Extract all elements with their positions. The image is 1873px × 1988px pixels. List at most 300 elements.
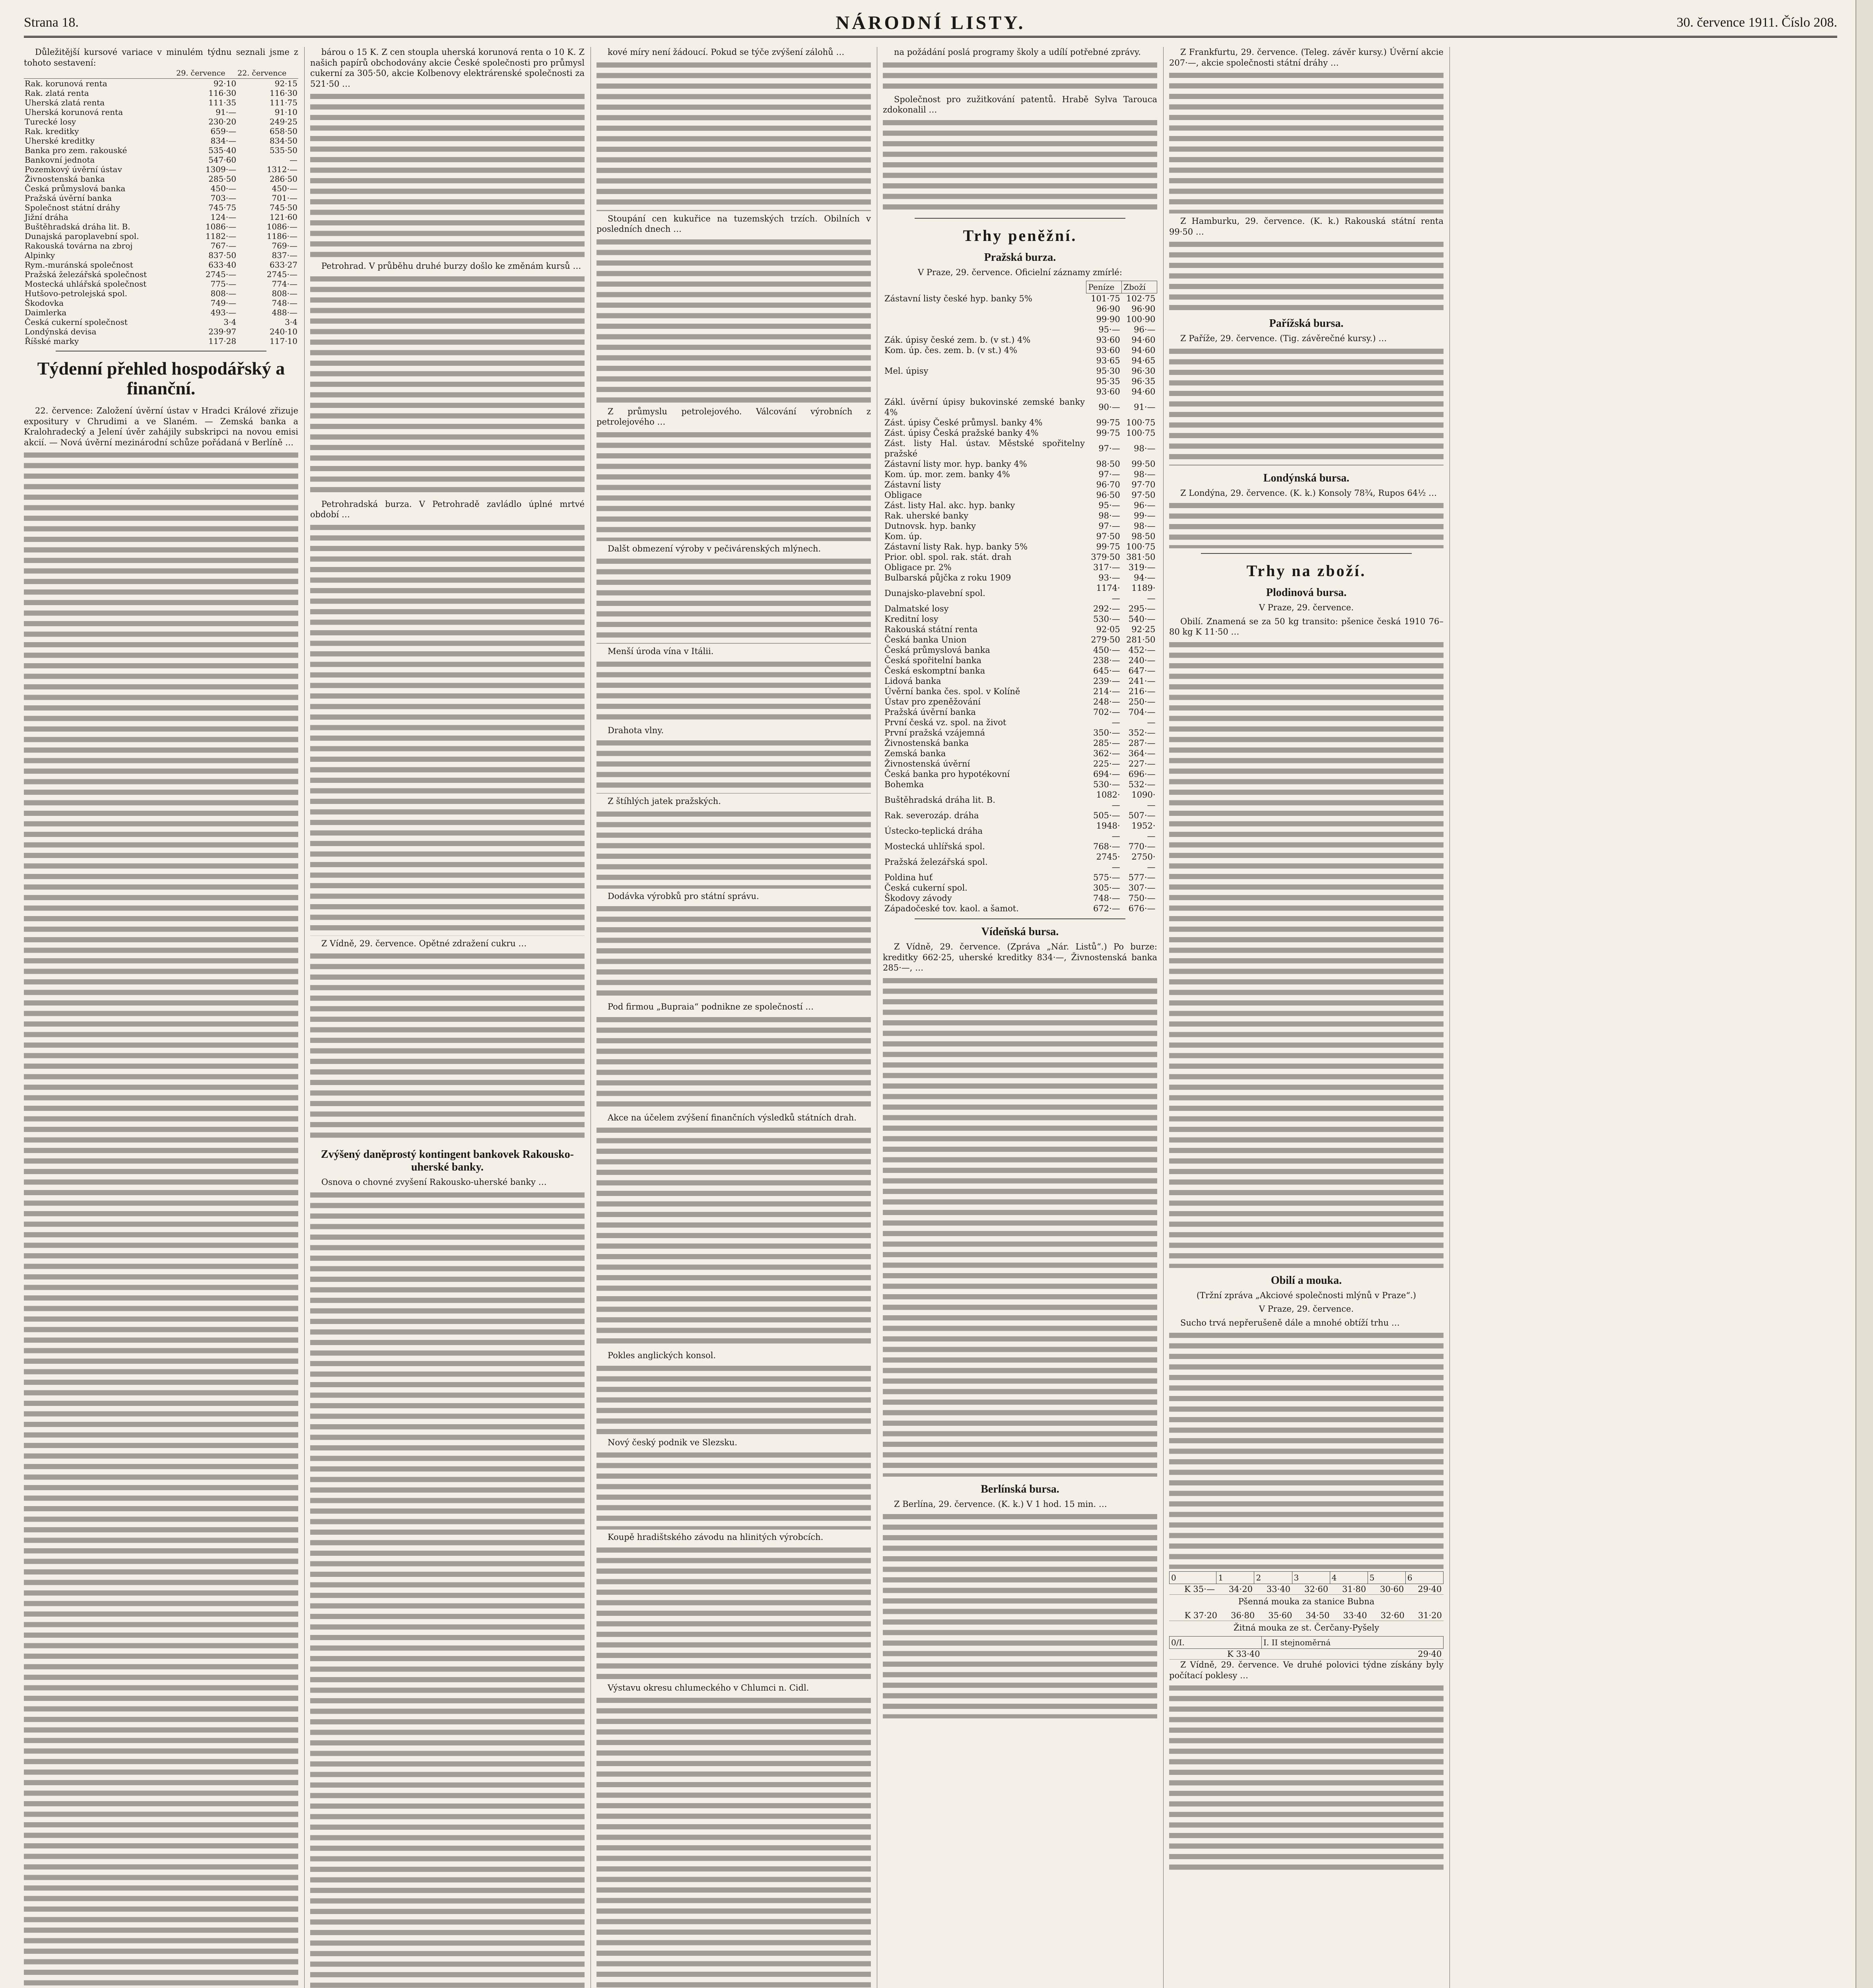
table-row: [24, 250, 298, 260]
goods-value: 241·—: [1128, 676, 1156, 686]
table-row: [24, 260, 298, 270]
paragraph: Koupě hradištského závodu na hlinitých výrobcích.: [608, 1532, 824, 1542]
security-name: Uherské kreditky: [25, 136, 95, 146]
rate-value: 769·—: [272, 241, 297, 250]
goods-value: 96·30: [1131, 366, 1156, 376]
paragraph: Dalšt obmezení výroby v pečivárenských mlýnech.: [608, 544, 821, 553]
goods-value: 96·—: [1134, 325, 1156, 334]
security-name: Česká cukerní společnost: [25, 317, 128, 327]
table-row: [883, 790, 1157, 810]
paragraph: Z Vídně, 29. července. Ve druhé polovici týdne získány byly počítací poklesy …: [1169, 1660, 1444, 1680]
goods-value: 770·—: [1128, 842, 1156, 851]
table-row: [883, 376, 1157, 386]
money-value: 99·75: [1096, 418, 1120, 427]
price-cell: 31·80: [1330, 1584, 1368, 1595]
goods-value: 100·75: [1126, 428, 1156, 438]
table-row: [883, 697, 1157, 707]
security-name: [883, 324, 1086, 335]
security-name: Zástavní listy české hyp. banky 5%: [884, 293, 1032, 303]
table-row: [24, 212, 298, 222]
table-row: [24, 317, 298, 327]
security-name: Dalmatské losy: [884, 604, 949, 613]
money-value: —: [1111, 718, 1120, 727]
security-name: Zást. úpisy Česká pražské banky 4%: [884, 428, 1039, 438]
rates-date-a: 29. července: [176, 68, 237, 79]
table-row: [883, 624, 1157, 635]
security-name: Lidová banka: [884, 676, 941, 686]
table-row: [24, 146, 298, 155]
money-value: 101·75: [1091, 294, 1120, 303]
table-row: [883, 759, 1157, 769]
security-name: [883, 314, 1086, 324]
security-name: Zákl. úvěrní úpisy bukovinské zemské banky 4%: [884, 397, 1085, 417]
section-heading: Trhy peněžní.: [963, 226, 1077, 245]
table-row: [883, 728, 1157, 738]
money-value: 317·—: [1093, 563, 1120, 572]
section-heading: Trhy na zboží.: [1246, 562, 1366, 580]
table-row: [883, 645, 1157, 655]
goods-value: 99·50: [1131, 459, 1156, 469]
article-body-text: [596, 1450, 871, 1530]
goods-value: 696·—: [1128, 769, 1156, 779]
table-row: [24, 241, 298, 250]
paragraph: na požádání poslá programy školy a udílí potřebné zprávy.: [894, 47, 1141, 57]
paragraph: Z Paříže, 29. července. (Tig. závěrečné kursy.) …: [1180, 334, 1387, 343]
table-row: [883, 893, 1157, 903]
money-value: 93·—: [1098, 573, 1120, 582]
goods-value: 216·—: [1128, 687, 1156, 696]
article-body-text: [310, 91, 585, 258]
table-row: [883, 459, 1157, 469]
security-name: Zást. úpisy České průmysl. banky 4%: [884, 418, 1043, 427]
money-value: 95·30: [1096, 366, 1120, 376]
money-value: 694·—: [1093, 769, 1120, 779]
rate-value: 1312·—: [266, 165, 297, 174]
goods-value: 97·50: [1131, 490, 1156, 500]
goods-value: 96·90: [1131, 304, 1156, 314]
money-value: 96·50: [1096, 490, 1120, 500]
goods-value: 98·—: [1134, 444, 1156, 453]
rate-value: 240·10: [270, 327, 297, 336]
money-value: 90·—: [1098, 402, 1120, 412]
money-value: 99·90: [1096, 315, 1120, 324]
paragraph: Z Frankfurtu, 29. července. (Teleg. závěr kursy.) Úvěrní akcie 207·—, akcie společnosti státní dráhy …: [1169, 47, 1444, 68]
money-value: 96·70: [1096, 480, 1120, 489]
table-caption: Pšenná mouka za stanice Bubna: [1238, 1597, 1375, 1606]
price-cell: K 35·—: [1170, 1584, 1216, 1595]
article-body-text: [310, 274, 585, 497]
table-row: [883, 583, 1157, 604]
table-row: [883, 480, 1157, 490]
grade-header: 4: [1330, 1572, 1368, 1584]
table-row: [24, 222, 298, 231]
rate-value: 745·75: [208, 203, 237, 212]
security-name: Zák. úpisy české zem. b. (v st.) 4%: [884, 335, 1031, 345]
table-row: [24, 184, 298, 193]
security-name: Mel. úpisy: [884, 366, 929, 376]
price-cell: K 37·20: [1169, 1610, 1219, 1621]
article-body-text: [596, 1125, 871, 1348]
article-body-text: [883, 60, 1157, 92]
security-name: Mostecká uhlířská spol.: [884, 842, 985, 851]
security-name: První pražská vzájemná: [884, 728, 985, 738]
goods-value: —: [1147, 718, 1156, 727]
goods-value: 2750·—: [1131, 852, 1156, 872]
flour-table-2: [1169, 1610, 1444, 1621]
article-body-text: [596, 1363, 871, 1435]
goods-value: 94·60: [1131, 346, 1156, 355]
table-row: [883, 769, 1157, 779]
table-row: [24, 336, 298, 346]
money-value: 225·—: [1093, 759, 1120, 769]
rate-value: 450·—: [272, 184, 297, 193]
money-value: 350·—: [1093, 728, 1120, 738]
money-value: 93·65: [1096, 356, 1120, 365]
article-body-text: [1169, 501, 1444, 548]
price-cell: 36·80: [1219, 1610, 1256, 1621]
column-rule: [1163, 47, 1164, 1988]
money-value: 97·—: [1098, 444, 1120, 453]
goods-value: 92·25: [1131, 625, 1156, 634]
rate-value: 547·60: [208, 155, 237, 165]
table-caption: Žitná mouka ze st. Čerčany-Pyšely: [1233, 1623, 1379, 1633]
rates-table: [24, 68, 298, 346]
table-row: [883, 748, 1157, 759]
paragraph: Sucho trvá nepřerušeně dále a mnohé obtíží trhu …: [1180, 1318, 1400, 1328]
table-row: [24, 308, 298, 317]
table-row: [883, 903, 1157, 914]
article-body-text: [596, 659, 871, 723]
goods-value: 704·—: [1128, 707, 1156, 717]
table-row: [883, 366, 1157, 376]
security-name: Říšské marky: [25, 336, 79, 346]
table-row: [883, 666, 1157, 676]
rate-value: 92·10: [213, 79, 237, 88]
price-cell: 32·60: [1292, 1584, 1330, 1595]
goods-value: 281·50: [1126, 635, 1156, 645]
money-value: 95·35: [1096, 377, 1120, 386]
security-name: Kom. úp. čes. zem. b. (v st.) 4%: [884, 346, 1018, 355]
rate-value: 111·75: [270, 98, 297, 107]
article-body-text: [596, 556, 871, 644]
goods-value: 676·—: [1128, 904, 1156, 913]
money-value: 1082·—: [1096, 790, 1120, 810]
paragraph: Obilí. Znamená se za 50 kg transito: pšenice česká 1910 76–80 kg K 11·50 …: [1169, 616, 1444, 637]
table-row: [883, 707, 1157, 717]
grade-header: 5: [1368, 1572, 1405, 1584]
table-row: [883, 511, 1157, 521]
security-name: Česká banka pro hypotékovní: [884, 769, 1010, 779]
prague-exchange-table: [883, 281, 1157, 914]
money-value: 97·—: [1098, 470, 1120, 479]
security-name: Škodovka: [25, 298, 64, 308]
goods-value: 94·60: [1131, 387, 1156, 396]
column-1: [24, 47, 298, 1988]
article-body-text: [883, 118, 1157, 213]
security-name: Dunajská paroplavební spol.: [25, 231, 139, 241]
paragraph: Z Vídně, 29. července. Opětné zdražení cukru …: [321, 938, 527, 948]
security-name: Česká spořitelní banka: [884, 656, 982, 665]
security-name: Bankovní jednota: [25, 155, 95, 165]
rate-value: 92·15: [274, 79, 297, 88]
goods-value: 319·—: [1128, 563, 1156, 572]
section-heading: Londýnská bursa.: [1263, 472, 1350, 484]
section-heading: Zvýšený daněprostý kontingent bankovek Rakousko-uherské banky.: [321, 1148, 574, 1173]
security-name: Poldina huť: [884, 873, 933, 882]
security-name: Zástavní listy mor. hyp. banky 4%: [884, 459, 1027, 469]
security-name: Ústav pro zpeněžování: [884, 697, 981, 707]
table-row: [883, 324, 1157, 335]
paragraph: Petrohrad. V průběhu druhé burzy došlo ke změnám kursů …: [321, 261, 581, 271]
section-heading: Pařížská bursa.: [1269, 317, 1344, 330]
price-cell: 32·60: [1369, 1610, 1406, 1621]
goods-value: 98·—: [1134, 470, 1156, 479]
security-name: První česká vz. spol. na život: [884, 718, 1006, 727]
money-value: 672·—: [1093, 904, 1120, 913]
price-cell: 31·20: [1406, 1610, 1444, 1621]
security-name: Pražská úvěrní banka: [884, 707, 976, 717]
grade-header: 3: [1292, 1572, 1330, 1584]
security-name: Živnostenská banka: [884, 738, 969, 748]
goods-value: 1189·—: [1131, 583, 1156, 603]
security-name: Zást. listy Hal. akc. hyp. banky: [884, 501, 1015, 510]
security-name: Prior. obl. spol. rak. stát. drah: [884, 552, 1012, 562]
table-row: [24, 117, 298, 126]
money-value: 98·—: [1098, 511, 1120, 520]
rate-value: 286·50: [270, 174, 297, 184]
article-body-text: [596, 430, 871, 541]
security-name: Pozemkový úvěrní ústav: [25, 165, 122, 174]
money-value: 95·—: [1098, 501, 1120, 510]
security-name: Rak. uherské banky: [884, 511, 969, 520]
goods-value: 295·—: [1128, 604, 1156, 613]
security-name: Dutnovsk. hyp. banky: [884, 521, 976, 531]
paragraph: bárou o 15 K. Z cen stoupla uherská korunová renta o 10 K. Z našich papírů obchodovány akcie České společnosti pro průmysl cukerní za 305·50, akcie Kolbenovy elektrárenské společnosti za 521·50 …: [310, 47, 585, 89]
article-body-text: [1169, 239, 1444, 311]
table-row: [883, 542, 1157, 552]
security-name: Česká průmyslová banka: [884, 645, 990, 655]
security-name: Dunajsko-plavební spol.: [884, 588, 985, 598]
goods-value: 96·35: [1131, 377, 1156, 386]
security-name: Rak. severozáp. dráha: [884, 811, 979, 820]
goods-value: 750·—: [1128, 893, 1156, 903]
paragraph: Z Vídně, 29. července. (Zpráva „Nár. Listů“.) Po burze: kreditky 662·25, uherské kreditky 834·—, Živnostenská banka 285·—, …: [883, 942, 1157, 973]
article-body-text: [596, 809, 871, 889]
security-name: Česká průmyslová banka: [25, 184, 126, 193]
table-row: [883, 573, 1157, 583]
money-value: 239·—: [1093, 676, 1120, 686]
rate-value: 535·50: [270, 146, 297, 155]
rate-value: 450·—: [210, 184, 237, 193]
money-value: 98·50: [1096, 459, 1120, 469]
table-row: [24, 289, 298, 298]
grade-header: I. II stejnoměrná: [1262, 1637, 1444, 1649]
money-value: 292·—: [1093, 604, 1120, 613]
table-row: [883, 655, 1157, 666]
security-name: Rakouská státní renta: [884, 625, 978, 634]
table-row: [883, 604, 1157, 614]
money-value: 362·—: [1093, 749, 1120, 758]
money-value: 2745·—: [1096, 852, 1120, 872]
rate-value: 775·—: [210, 279, 237, 289]
money-value: 285·—: [1093, 738, 1120, 748]
security-name: Rym.-muránská společnost: [25, 260, 133, 270]
rate-value: 774·—: [272, 279, 297, 289]
security-name: Česká eskomptní banka: [884, 666, 985, 676]
table-row: [24, 165, 298, 174]
security-name: [883, 304, 1086, 314]
table-row: [883, 779, 1157, 790]
money-value: 93·60: [1096, 387, 1120, 396]
security-name: Mostecká uhlářská společnost: [25, 279, 147, 289]
rate-value: 1186·—: [266, 231, 297, 241]
security-name: Kom. úp.: [884, 532, 922, 541]
money-value: 97·50: [1096, 532, 1120, 541]
paragraph: Petrohradská burza. V Petrohradě zavládlo úplné mrtvé období …: [310, 499, 585, 519]
rate-value: 535·40: [208, 146, 237, 155]
flour-table-1: [1169, 1571, 1444, 1595]
price-cell: 30·60: [1368, 1584, 1405, 1595]
subsection-heading: Plodinová bursa.: [1266, 586, 1347, 599]
newspaper-title: NÁRODNÍ LISTY.: [835, 12, 1026, 33]
paragraph: Pod firmou „Bupraia“ podnikne ze společností …: [608, 1002, 814, 1011]
goods-value: 100·75: [1126, 542, 1156, 551]
price-cell: 29·40: [1262, 1649, 1444, 1660]
goods-value: 540·—: [1128, 614, 1156, 624]
rate-value: 834·—: [210, 136, 237, 146]
rates-intro: Důležitější kursové variace v minulém týdnu seznali jsme z tohoto sestavení:: [24, 47, 298, 68]
goods-value: 647·—: [1128, 666, 1156, 676]
rates-date-b: 22. července: [237, 68, 298, 79]
table-row: [883, 531, 1157, 542]
table-row: [883, 397, 1157, 417]
table-row: [883, 686, 1157, 697]
table-row: [883, 500, 1157, 511]
article-body-text: [596, 1015, 871, 1110]
goods-value: 94·—: [1134, 573, 1156, 582]
money-value: 1948·—: [1096, 821, 1120, 841]
goods-value: 94·65: [1131, 356, 1156, 365]
money-value: 530·—: [1093, 614, 1120, 624]
money-value: 748·—: [1093, 893, 1120, 903]
price-cell: 34·50: [1294, 1610, 1331, 1621]
table-row: [24, 193, 298, 203]
goods-value: 287·—: [1128, 738, 1156, 748]
rate-value: —: [289, 155, 297, 165]
rate-value: 488·—: [272, 308, 297, 317]
table-row: [24, 231, 298, 241]
rate-value: 91·—: [216, 107, 237, 117]
rate-value: 121·60: [270, 212, 297, 222]
security-name: [883, 376, 1086, 386]
table-row: [883, 821, 1157, 841]
security-name: Rakouská továrna na zbroj: [25, 241, 133, 250]
dateline: V Praze, 29. července.: [1259, 1304, 1354, 1314]
table-row: [24, 298, 298, 308]
security-name: Pražská železářská spol.: [884, 857, 988, 867]
paragraph: Výstavu okresu chlumeckého v Chlumci n. Cidl.: [608, 1683, 809, 1693]
table-row: [883, 841, 1157, 852]
security-name: Buštěhradská dráha lit. B.: [25, 222, 130, 231]
adjacent-page-edge: [1856, 0, 1873, 1988]
paragraph: Z Berlína, 29. července. (K. k.) V 1 hod. 15 min. …: [894, 1499, 1107, 1509]
table-row: [883, 428, 1157, 438]
goods-value: 97·70: [1131, 480, 1156, 489]
column-rule: [304, 47, 305, 1988]
goods-value: 227·—: [1128, 759, 1156, 769]
table-row: [883, 614, 1157, 624]
article-body-text: [310, 951, 585, 1142]
price-cell: K 33·40: [1170, 1649, 1262, 1660]
money-value: 379·50: [1091, 552, 1120, 562]
column-header-goods: Zboží: [1122, 281, 1157, 293]
security-name: Pražská železářská společnost: [25, 270, 147, 279]
article-body-text: [1169, 1330, 1444, 1569]
table-row: [883, 883, 1157, 893]
table-row: [883, 386, 1157, 397]
article-body-text: [310, 522, 585, 936]
money-value: 305·—: [1093, 883, 1120, 893]
money-value: 93·60: [1096, 335, 1120, 345]
table-row: [24, 174, 298, 184]
article-lead: 22. července: Založení úvěrní ústav v Hradci Králové zřizuje expositury v Chrudimi a ve Slaném. — Zemská banka a Kralohradecký a Jelení úvěr zahájily subskripci na novou emisi akcií. — Nová úvěrní mezinárodní schůze pořádaná v Berlíně …: [24, 406, 298, 447]
table-row: [24, 88, 298, 98]
article-body-text: [1169, 346, 1444, 466]
money-value: 530·—: [1093, 780, 1120, 789]
article-body-text: [596, 904, 871, 999]
rate-value: 3·4: [223, 317, 237, 327]
section-heading: Vídeňská bursa.: [981, 926, 1059, 938]
table-row: [883, 355, 1157, 366]
money-value: 95·—: [1098, 325, 1120, 334]
goods-value: 250·—: [1128, 697, 1156, 707]
money-value: 575·—: [1093, 873, 1120, 882]
table-row: [883, 304, 1157, 314]
money-value: 96·90: [1096, 304, 1120, 314]
security-name: Živnostenská banka: [25, 174, 105, 184]
grade-header: 0/I.: [1170, 1637, 1262, 1649]
rate-value: 117·10: [270, 336, 297, 346]
rate-value: 748·—: [272, 298, 297, 308]
rate-value: 633·27: [270, 260, 297, 270]
security-name: Obligace: [884, 490, 922, 500]
paragraph: Společnost pro zužitkování patentů. Hrabě Sylva Tarouca zdokonalil …: [883, 94, 1157, 115]
table-row: [883, 345, 1157, 355]
table-row: [883, 810, 1157, 821]
issue-date: 30. července 1911. Číslo 208.: [1677, 15, 1837, 30]
security-name: Turecké losy: [25, 117, 76, 126]
paragraph: Z průmyslu petrolejového. Válcování výrobních z petrolejového …: [596, 406, 871, 427]
table-row: [883, 562, 1157, 573]
rate-value: 2745·—: [205, 270, 237, 279]
table-row: [883, 872, 1157, 883]
section-heading: Obilí a mouka.: [1271, 1274, 1342, 1287]
money-value: 768·—: [1093, 842, 1120, 851]
table-row: [24, 203, 298, 212]
goods-value: 99·—: [1134, 511, 1156, 520]
price-cell: 29·40: [1405, 1584, 1443, 1595]
security-name: Česká banka Union: [884, 635, 967, 645]
money-value: 214·—: [1093, 687, 1120, 696]
article-body-text: [24, 450, 298, 1988]
rate-value: 658·50: [270, 126, 297, 136]
rate-value: 285·50: [208, 174, 237, 184]
rate-value: 111·35: [208, 98, 237, 107]
security-name: Zástavní listy Rak. hyp. banky 5%: [884, 542, 1028, 551]
section-heading: Berlínská bursa.: [981, 1483, 1059, 1495]
rate-value: 230·20: [208, 117, 237, 126]
security-name: Zemská banka: [884, 749, 946, 758]
